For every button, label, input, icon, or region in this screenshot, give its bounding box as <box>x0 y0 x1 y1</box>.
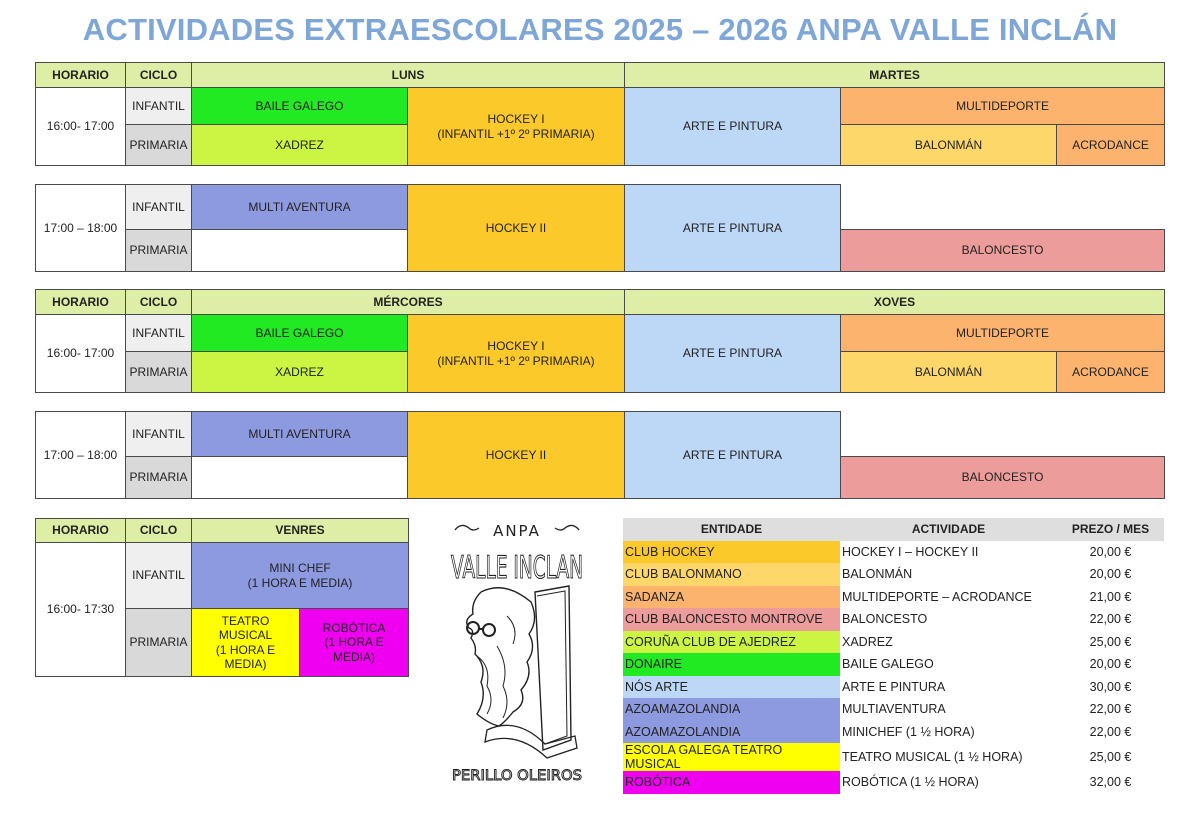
price-entidade: CLUB HOCKEY <box>623 541 840 564</box>
header-venres: VENRES <box>192 519 409 543</box>
price-actividade: MINICHEF (1 ½ HORA) <box>842 724 975 739</box>
price-entidade: CLUB BALONMANO <box>623 563 840 586</box>
price-actividade: ROBÓTICA (1 ½ HORA) <box>842 775 979 790</box>
price-actividade: TEATRO MUSICAL (1 ½ HORA) <box>842 750 1023 764</box>
logo-bottom-text: PERILLO OLEIROS <box>452 768 583 784</box>
activity-arte-pintura: ARTE E PINTURA <box>625 412 841 499</box>
activity-arte-pintura: ARTE E PINTURA <box>625 88 841 166</box>
cycle-primaria: PRIMARIA <box>126 609 192 677</box>
cycle-primaria: PRIMARIA <box>126 125 192 166</box>
cycle-primaria: PRIMARIA <box>126 457 192 499</box>
logo-top-text: ANPA <box>493 522 541 540</box>
price-row <box>623 698 1164 721</box>
price-row <box>623 631 1164 654</box>
header-entidade: ENTIDADE <box>623 518 840 541</box>
activity-teatro-title: TEATRO MUSICAL <box>218 613 273 643</box>
price-entidade: NÓS ARTE <box>623 676 840 699</box>
header-mercores: MÉRCORES <box>192 290 625 315</box>
price-value: 32,00 € <box>1089 775 1132 790</box>
price-value: 20,00 € <box>1089 544 1132 559</box>
price-actividade: MULTIAVENTURA <box>842 702 946 717</box>
activity-hockey-1-title: HOCKEY I <box>487 112 545 127</box>
cycle-infantil: INFANTIL <box>126 543 192 609</box>
header-horario: HORARIO <box>36 290 126 315</box>
price-actividade: BALONCESTO <box>842 612 928 627</box>
price-entidade: DONAIRE <box>623 653 840 676</box>
logo-name: VALLE INCLAN <box>451 550 583 586</box>
price-entidade: ROBÓTICA <box>623 771 840 794</box>
activity-hockey-1-title: HOCKEY I <box>487 339 545 354</box>
cycle-infantil: INFANTIL <box>126 185 192 230</box>
price-row <box>623 608 1164 631</box>
price-entidade: SADANZA <box>623 586 840 609</box>
price-actividade: HOCKEY I – HOCKEY II <box>842 544 979 559</box>
cycle-primaria: PRIMARIA <box>126 230 192 272</box>
price-entidade: CORUÑA CLUB DE AJEDREZ <box>623 631 840 654</box>
cycle-infantil: INFANTIL <box>126 315 192 352</box>
activity-teatro-duration: (1 HORA E MEDIA) <box>215 642 276 671</box>
price-value: 21,00 € <box>1089 589 1132 604</box>
activity-baile-galego: BAILE GALEGO <box>192 88 408 125</box>
activity-arte-pintura: ARTE E PINTURA <box>625 185 841 272</box>
price-entidade: AZOAMAZOLANDIA <box>623 698 840 721</box>
schedule-venres <box>35 518 409 677</box>
price-row <box>623 743 1164 771</box>
anpa-logo <box>447 516 587 788</box>
cycle-infantil: INFANTIL <box>126 412 192 457</box>
price-row <box>623 653 1164 676</box>
empty-cell <box>841 412 1165 457</box>
activity-hockey-1 <box>408 315 625 393</box>
header-xoves: XOVES <box>625 290 1165 315</box>
activity-mini-chef-title: MINI CHEF <box>269 561 331 576</box>
cycle-infantil: INFANTIL <box>126 88 192 125</box>
activity-hockey-1 <box>408 88 625 166</box>
cycle-primaria: PRIMARIA <box>126 352 192 393</box>
price-value: 20,00 € <box>1089 657 1132 672</box>
activity-balonman: BALONMÁN <box>841 125 1057 166</box>
price-row <box>623 721 1164 744</box>
activity-hockey-1-note: (INFANTIL +1º 2º PRIMARIA) <box>437 353 595 368</box>
price-row <box>623 541 1164 564</box>
price-value: 22,00 € <box>1089 702 1132 717</box>
activity-balonman: BALONMÁN <box>841 352 1057 393</box>
empty-cell <box>192 230 408 272</box>
header-luns: LUNS <box>192 63 625 88</box>
price-row <box>623 586 1164 609</box>
schedule-mercores-xoves-t2 <box>35 411 1165 499</box>
activity-hockey-2: HOCKEY II <box>408 185 625 272</box>
price-value: 25,00 € <box>1089 634 1132 649</box>
activity-multideporte: MULTIDEPORTE <box>841 88 1165 125</box>
anpa-logo-artwork <box>447 516 587 788</box>
header-horario: HORARIO <box>36 63 126 88</box>
activity-xadrez: XADREZ <box>192 125 408 166</box>
activity-robotica-duration: (1 HORA E MEDIA) <box>324 635 384 664</box>
activity-hockey-1-note: (INFANTIL +1º 2º PRIMARIA) <box>437 126 595 141</box>
activity-arte-pintura: ARTE E PINTURA <box>625 315 841 393</box>
price-value: 30,00 € <box>1089 679 1132 694</box>
header-horario: HORARIO <box>36 519 126 543</box>
price-value: 20,00 € <box>1089 567 1132 582</box>
schedule-luns-martes-t2 <box>35 184 1165 272</box>
time-slot: 16:00- 17:00 <box>36 315 126 393</box>
price-entidade: CLUB BALONCESTO MONTROVE <box>623 608 840 631</box>
activity-multideporte: MULTIDEPORTE <box>841 315 1165 352</box>
header-ciclo: CICLO <box>126 519 192 543</box>
time-slot: 17:00 – 18:00 <box>36 412 126 499</box>
activity-baloncesto: BALONCESTO <box>841 457 1165 499</box>
activity-robotica <box>300 609 409 677</box>
activity-xadrez: XADREZ <box>192 352 408 393</box>
price-actividade: MULTIDEPORTE – ACRODANCE <box>842 589 1032 604</box>
activity-multi-aventura: MULTI AVENTURA <box>192 185 408 230</box>
page-title: ACTIVIDADES EXTRAESCOLARES 2025 – 2026 ANPA VALLE INCLÁN <box>82 12 1118 47</box>
price-table <box>623 518 1164 794</box>
price-row <box>623 676 1164 699</box>
activity-acrodance: ACRODANCE <box>1057 352 1165 393</box>
schedule-luns-martes-t1 <box>35 62 1165 166</box>
time-slot: 17:00 – 18:00 <box>36 185 126 272</box>
activity-multi-aventura: MULTI AVENTURA <box>192 412 408 457</box>
empty-cell <box>841 185 1165 230</box>
price-row <box>623 563 1164 586</box>
price-actividade: XADREZ <box>842 634 893 649</box>
activity-acrodance: ACRODANCE <box>1057 125 1165 166</box>
activity-robotica-title: ROBÓTICA <box>322 620 386 635</box>
activity-baile-galego: BAILE GALEGO <box>192 315 408 352</box>
header-martes: MARTES <box>625 63 1165 88</box>
price-entidade: ESCOLA GALEGA TEATRO MUSICAL <box>623 743 840 771</box>
schedule-mercores-xoves-t1 <box>35 289 1165 393</box>
price-value: 22,00 € <box>1089 724 1132 739</box>
header-ciclo: CICLO <box>126 63 192 88</box>
header-actividade: ACTIVIDADE <box>840 518 1057 541</box>
price-row <box>623 771 1164 794</box>
price-actividade: BALONMÁN <box>842 567 913 582</box>
activity-mini-chef-duration: (1 HORA E MEDIA) <box>247 575 353 590</box>
price-value: 25,00 € <box>1089 750 1132 764</box>
activity-hockey-2: HOCKEY II <box>408 412 625 499</box>
header-ciclo: CICLO <box>126 290 192 315</box>
price-entidade: AZOAMAZOLANDIA <box>623 721 840 744</box>
activity-teatro-musical <box>192 609 300 677</box>
activity-mini-chef <box>192 543 409 609</box>
header-prezo: PREZO / MES <box>1057 518 1164 541</box>
time-slot: 16:00- 17:30 <box>36 543 126 677</box>
time-slot: 16:00- 17:00 <box>36 88 126 166</box>
price-value: 22,00 € <box>1089 612 1132 627</box>
empty-cell <box>192 457 408 499</box>
price-actividade: ARTE E PINTURA <box>842 679 946 694</box>
price-actividade: BAILE GALEGO <box>842 657 934 672</box>
activity-baloncesto: BALONCESTO <box>841 230 1165 272</box>
